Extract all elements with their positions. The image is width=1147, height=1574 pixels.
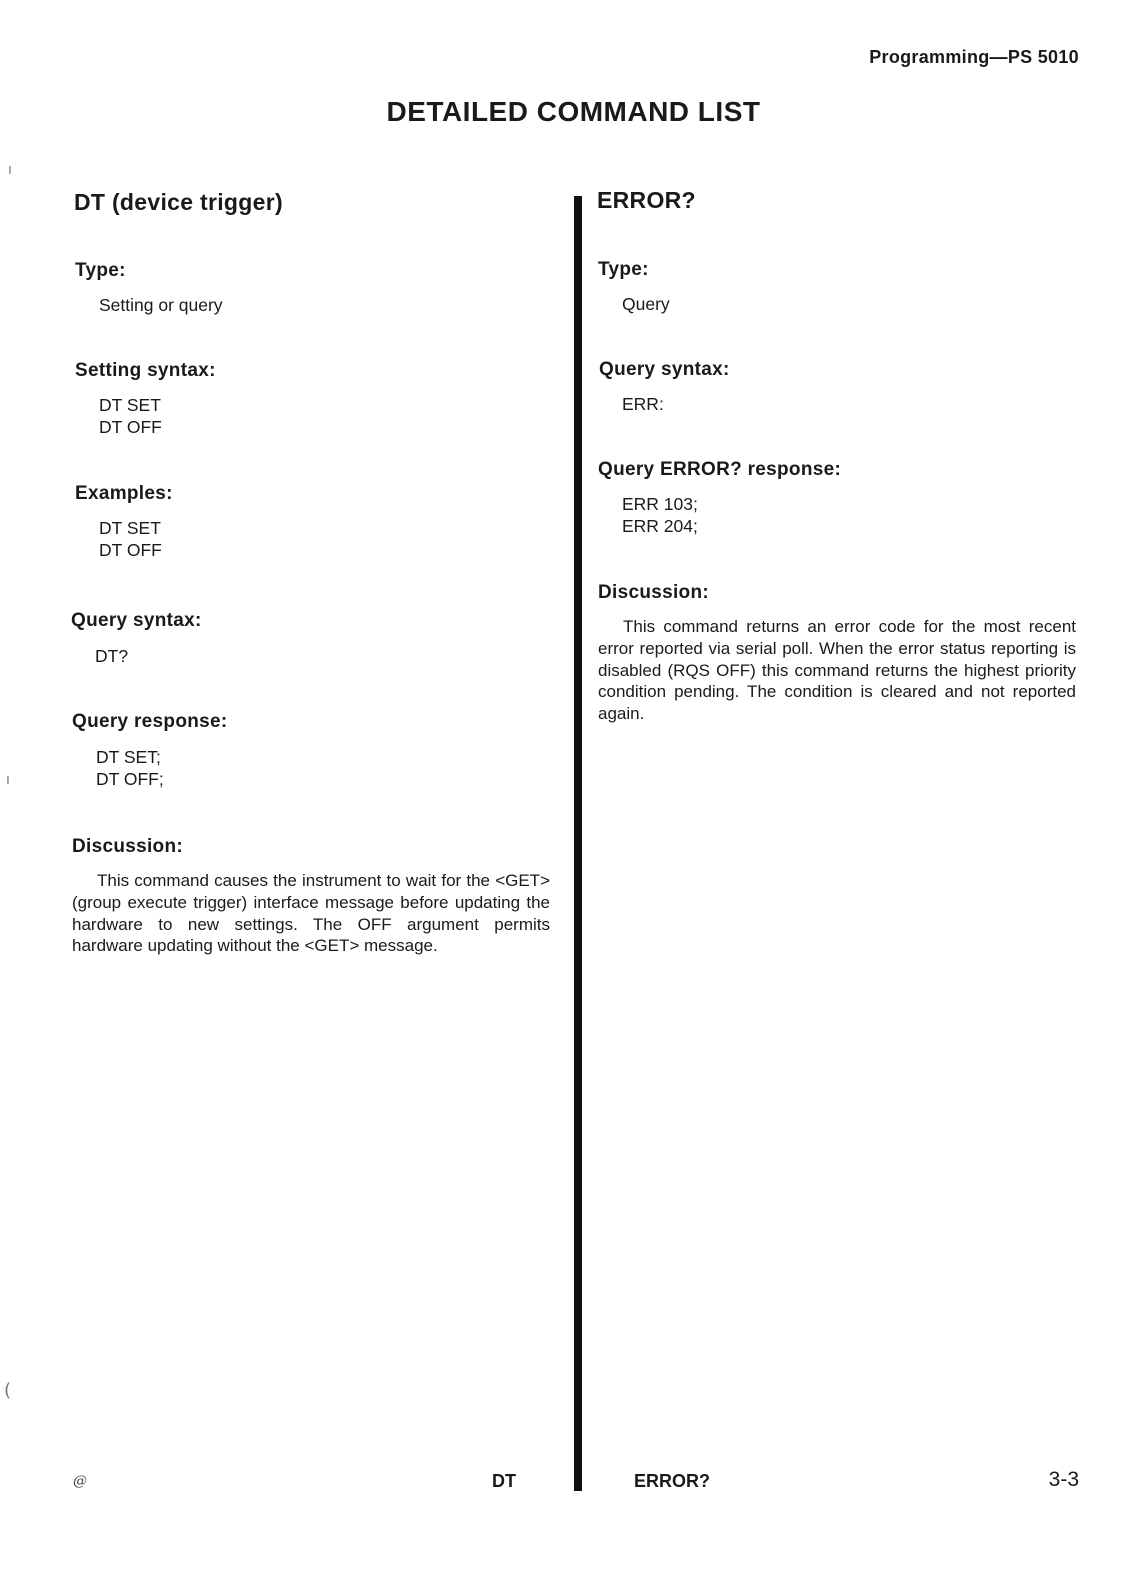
- error-command-title: ERROR?: [597, 187, 696, 213]
- error-query-response-line: ERR 103;: [622, 494, 698, 514]
- margin-tick-mark: ı: [8, 162, 12, 178]
- dt-type-value: Setting or query: [99, 295, 223, 315]
- error-type-value: Query: [622, 294, 670, 314]
- error-query-syntax-value: ERR:: [622, 394, 664, 414]
- margin-tick-mark: ı: [6, 772, 10, 788]
- dt-query-syntax-heading: Query syntax:: [71, 610, 202, 631]
- publisher-logo-mark: @: [73, 1473, 87, 1489]
- margin-bracket-mark: (: [4, 1380, 12, 1401]
- page-number: 3-3: [1048, 1468, 1079, 1491]
- dt-query-response-line: DT SET;: [96, 747, 161, 767]
- error-discussion-text: This command returns an error code for the most recent error reported via serial poll. When the error status reporting is disabled (RQS OFF) this command returns the highest priority condition pending. The condition is cleared and not reported again.: [598, 617, 1076, 724]
- dt-setting-syntax-heading: Setting syntax:: [75, 360, 216, 381]
- error-query-response-line: ERR 204;: [622, 516, 698, 536]
- dt-examples-heading: Examples:: [75, 483, 173, 504]
- dt-command-title: DT (device trigger): [74, 189, 283, 215]
- footer-left-label: DT: [492, 1471, 516, 1491]
- error-type-heading: Type:: [598, 259, 649, 280]
- dt-discussion-text: This command causes the instrument to wait for the <GET> (group execute trigger) interface message before updating the hardware to new settings. The OFF argument permits hardware updating without the <GET> message.: [72, 871, 550, 956]
- running-header: Programming—PS 5010: [869, 47, 1079, 67]
- dt-type-heading: Type:: [75, 260, 126, 281]
- error-query-response-heading: Query ERROR? response:: [598, 459, 842, 480]
- dt-query-syntax-value: DT?: [95, 646, 129, 666]
- dt-setting-syntax-line: DT OFF: [99, 417, 162, 437]
- dt-example-line: DT OFF: [99, 540, 162, 560]
- dt-query-response-heading: Query response:: [72, 711, 228, 732]
- page-title: DETAILED COMMAND LIST: [386, 96, 761, 127]
- error-discussion-heading: Discussion:: [598, 582, 709, 603]
- footer-right-label: ERROR?: [634, 1471, 710, 1491]
- dt-query-response-line: DT OFF;: [96, 769, 164, 789]
- column-divider: [574, 196, 582, 1491]
- error-query-syntax-heading: Query syntax:: [599, 359, 730, 380]
- dt-setting-syntax-line: DT SET: [99, 395, 161, 415]
- dt-discussion-heading: Discussion:: [72, 836, 183, 857]
- dt-example-line: DT SET: [99, 518, 161, 538]
